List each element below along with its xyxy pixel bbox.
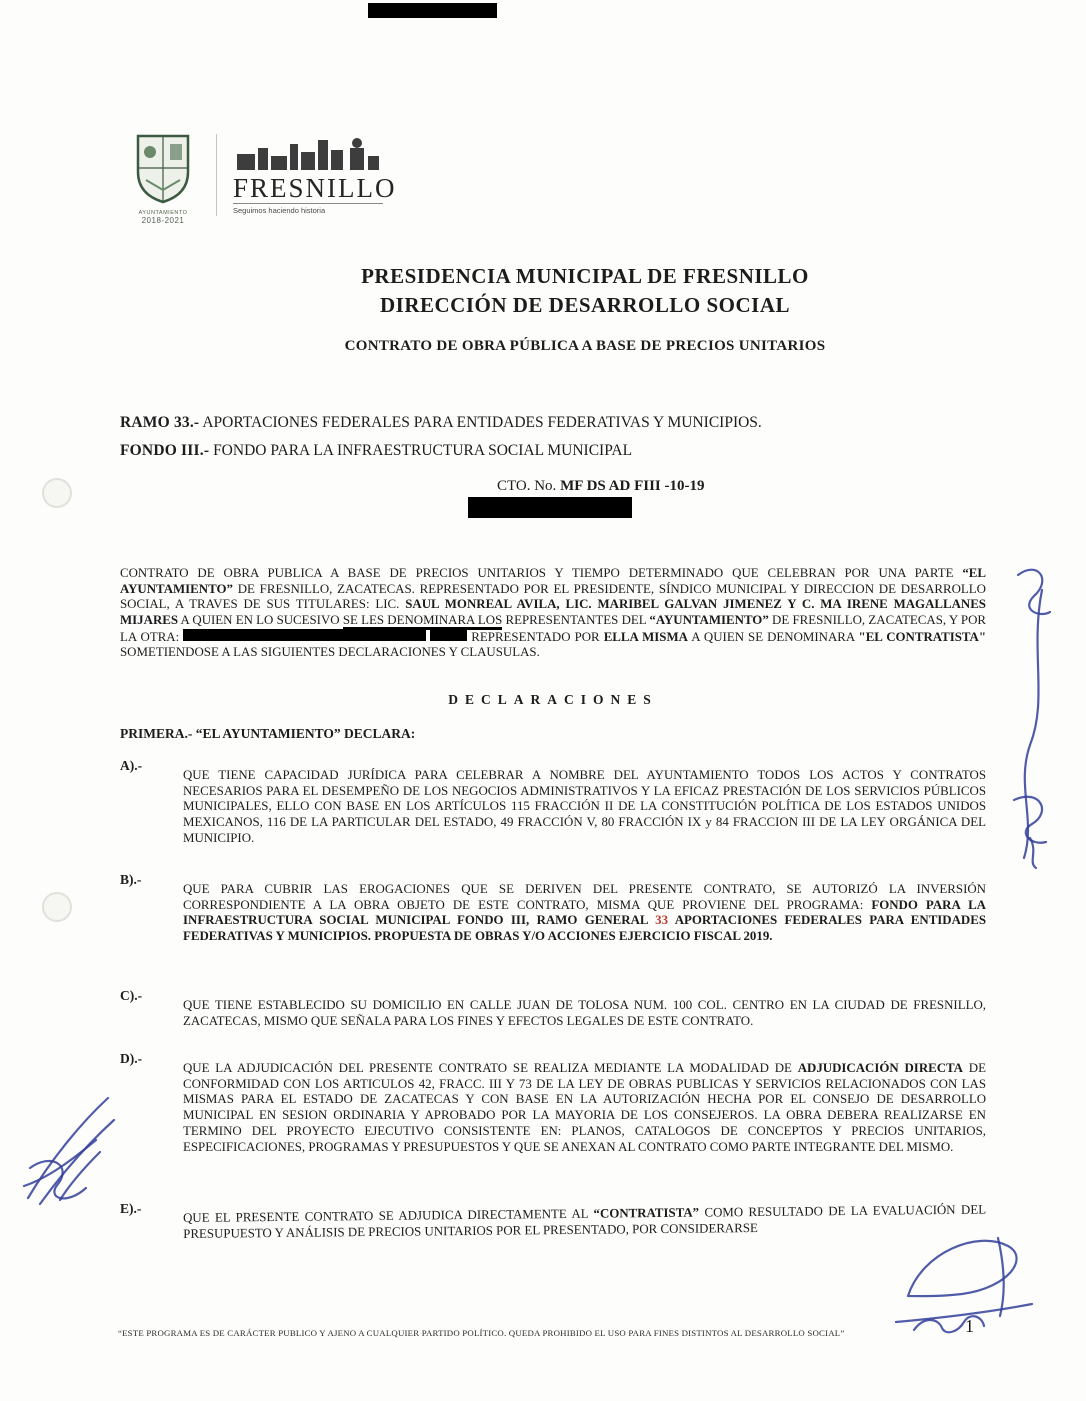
fresnillo-tagline: Seguimos haciendo historia <box>233 203 383 215</box>
declaration-b-number-red: 33 <box>655 913 669 928</box>
declaration-label: B).- <box>120 872 142 887</box>
ayuntamiento-crest-logo <box>130 132 196 225</box>
intro-text: DE FRESNILLO, ZACATECAS, Y POR LA OTRA: <box>120 613 987 644</box>
declaration-c-text: QUE TIENE ESTABLECIDO SU DOMICILIO EN CALLE JUAN DE TOLOSA NUM. 100 COL. CENTRO EN LA CIUDAD DE FRESNILLO, ZACATECAS, MISMO QUE SEÑALA PARA LOS FINES Y EFECTOS LEGALES DE ESTE CONTRATO. <box>183 998 986 1028</box>
header-logos <box>130 132 397 225</box>
hole-punch <box>42 892 72 922</box>
fondo-line <box>120 437 986 465</box>
title-block <box>140 262 1030 355</box>
document-title-line2: DIRECCIÓN DE DESARROLLO SOCIAL <box>380 293 790 317</box>
declaration-e-text-bold: “CONTRATISTA” <box>593 1205 700 1221</box>
intro-text: A QUIEN EN LO SUCESIVO <box>178 613 343 627</box>
intro-text: A QUIEN SE DENOMINARA <box>687 629 859 644</box>
crest-shield-icon <box>134 132 192 204</box>
ramo-text: APORTACIONES FEDERALES PARA ENTIDADES FEDERATIVAS Y MUNICIPIOS. <box>199 414 762 431</box>
declaration-d-text: DE CONFORMIDAD CON LOS ARTICULOS 42, FRACC. III Y 73 DE LA LEY DE OBRAS PUBLICAS Y SERVICIOS RELACIONADOS CON LAS MISMAS PARA EL ESTADO DE ZACATECAS Y CON BASE EN LA AUTORIZACIÓN HECHA POR EL CONSEJO DE DESARROLLO MUNICIPAL EN SESION ORDINARIA Y APROBADO POR LA MAYORIA DE LOS CONSEJEROS. LA OBRA DEBERA REALIZARSE EN TERMINO DEL PROYECTO EJECUTIVO CONSISTENTE EN: PLANOS, CATALOGOS DE CONCEPTOS Y PRECIOS UNITARIOS, ESPECIFICACIONES, PROGRAMAS Y PRESUPUESTOS Y QUE SE ANEXAN AL CONTRATO COMO PARTE INTEGRANTE DEL MISMO. <box>183 1061 986 1154</box>
declaration-e-text: COMO RESULTADO DE LA EVALUACIÓN DEL PRESUPUESTO Y ANÁLISIS DE PRECIOS UNITARIOS POR EL PRESENTADO, POR CONSIDERARSE <box>183 1202 987 1241</box>
intro-text-redacted-underline: SE LES DENOMINARA LOS <box>343 613 502 630</box>
declaration-d-text-bold: ADJUDICACIÓN DIRECTA <box>797 1061 963 1075</box>
intro-text: REPRESENTADO POR <box>467 629 604 644</box>
ramo-line <box>120 409 986 437</box>
declaration-e-text: QUE EL PRESENTE CONTRATO SE ADJUDICA DIRECTAMENTE AL <box>183 1206 594 1225</box>
document-title-line1: PRESIDENCIA MUNICIPAL DE FRESNILLO <box>361 264 809 288</box>
intro-text: DE FRESNILLO, ZACATECAS. REPRESENTADO POR EL PRESIDENTE, SÍNDICO MUNICIPAL Y DIRECCION DE DESARROLLO SOCIAL, A TRAVES DE SUS TITULARES: LIC. <box>120 581 986 612</box>
signature-bottom-right <box>896 1238 1032 1332</box>
declaration-b-text-bold: APORTACIONES FEDERALES PARA ENTIDADES FEDERATIVAS Y MUNICIPIOS. PROPUESTA DE OBRAS Y/O ACCIONES EJERCICIO FISCAL 2019. <box>183 913 986 944</box>
intro-text-bold: "EL CONTRATISTA" <box>858 629 986 644</box>
intro-paragraph <box>120 566 986 661</box>
redaction-bar-top <box>368 3 497 18</box>
declaration-label: A).- <box>120 758 143 773</box>
declaration-label: E).- <box>120 1201 142 1216</box>
declaration-b-text: QUE PARA CUBRIR LAS EROGACIONES QUE SE DERIVEN DEL PRESENTE CONTRATO, SE AUTORIZÓ LA INVERSIÓN CORRESPONDIENTE A LA OBRA OBJETO DE ESTE CONTRATO, MISMA QUE PROVIENE DEL PROGRAMA: <box>183 882 986 912</box>
intro-text-bold: “EL AYUNTAMIENTO” <box>120 565 986 596</box>
contract-number-line <box>497 478 705 495</box>
declaration-label: C).- <box>120 988 143 1003</box>
logo-divider <box>216 134 217 216</box>
signature-right-margin <box>1014 570 1050 868</box>
contract-number-value: MF DS AD FIII -10-19 <box>560 478 705 494</box>
crest-years: 2018-2021 <box>141 216 185 225</box>
declaration-item-e <box>120 1201 986 1242</box>
footer-disclaimer: “ESTE PROGRAMA ES DE CARÁCTER PUBLICO Y AJENO A CUALQUIER PARTIDO POLÍTICO. QUEDA PROHIBIDO EL USO PARA FINES DISTINTOS AL DESARROLLO SOCIAL” <box>118 1328 845 1338</box>
fondo-text: FONDO PARA LA INFRAESTRUCTURA SOCIAL MUNICIPAL <box>209 442 633 459</box>
ramo-label: RAMO 33.- <box>120 414 200 431</box>
intro-text-bold: ELLA MISMA <box>603 629 688 644</box>
signature-left-margin <box>24 1098 114 1204</box>
intro-text: REPRESENTANTES DEL <box>502 613 650 627</box>
page-number: 1 <box>965 1316 974 1336</box>
redaction-bar-inline-small <box>430 630 467 641</box>
program-block <box>120 409 986 465</box>
declaration-text <box>183 998 986 1029</box>
declaration-item-d <box>120 1051 986 1155</box>
crest-caption: AYUNTAMIENTO <box>138 210 188 216</box>
declaration-text <box>183 882 986 945</box>
hole-punch <box>42 478 72 508</box>
intro-text-bold: SAUL MONREAL AVILA, LIC. MARIBEL GALVAN JIMENEZ Y C. MA IRENE MAGALLANES MIJARES <box>120 597 986 627</box>
redaction-bar-contract-number <box>468 497 632 518</box>
fresnillo-logo <box>233 132 397 215</box>
declaration-text <box>183 1203 986 1243</box>
fondo-label: FONDO III.- <box>120 442 210 459</box>
intro-text: SOMETIENDOSE A LAS SIGUIENTES DECLARACIONES Y CLAUSULAS. <box>120 645 540 660</box>
declaration-item-b <box>120 872 986 945</box>
declaration-b-text-bold: FONDO PARA LA INFRAESTRUCTURA SOCIAL MUNICIPAL FONDO III, RAMO GENERAL <box>183 897 986 928</box>
intro-text-bold: “AYUNTAMIENTO” <box>649 613 769 627</box>
skyline-icon <box>233 134 383 170</box>
contract-number-label: CTO. No. <box>497 478 561 494</box>
declaration-item-a <box>120 758 986 847</box>
fresnillo-wordmark: FRESNILLO <box>233 173 397 203</box>
intro-text: CONTRATO DE OBRA PUBLICA A BASE DE PRECIOS UNITARIOS Y TIEMPO DETERMINADO QUE CELEBRAN POR UNA PARTE <box>120 565 963 580</box>
declaration-label: D).- <box>120 1051 143 1066</box>
declaraciones-heading: DECLARACIONES <box>448 692 658 707</box>
declaration-text <box>183 1061 986 1155</box>
document-subtitle: CONTRATO DE OBRA PÚBLICA A BASE DE PRECIOS UNITARIOS <box>344 338 826 354</box>
declaration-item-c <box>120 988 986 1029</box>
declaration-a-text: QUE TIENE CAPACIDAD JURÍDICA PARA CELEBRAR A NOMBRE DEL AYUNTAMIENTO TODOS LOS ACTOS Y CONTRATOS NECESARIOS PARA EL DESEMPEÑO DE LOS NEGOCIOS ADMINISTRATIVOS Y LA EFICAZ PRESTACIÓN DE LOS SERVICIOS PÚBLICOS MUNICIPALES, ELLO CON BASE EN LOS ARTÍCULOS 115 FRACCIÓN II DE LA CONSTITUCIÓN POLÍTICA DE LOS ESTADOS UNIDOS MEXICANOS, 116 DE LA PARTICULAR DEL ESTADO, 49 FRACCIÓN V, 80 FRACCIÓN IX y 84 FRACCION III DE LA LEY ORGÁNICA DEL MUNICIPIO. <box>183 768 986 845</box>
redaction-bar-inline <box>183 629 426 641</box>
primera-declaration-heading: PRIMERA.- “EL AYUNTAMIENTO” DECLARA: <box>120 726 416 741</box>
declaration-d-text: QUE LA ADJUDICACIÓN DEL PRESENTE CONTRATO SE REALIZA MEDIANTE LA MODALIDAD DE <box>183 1061 798 1075</box>
declaration-text <box>183 768 986 847</box>
